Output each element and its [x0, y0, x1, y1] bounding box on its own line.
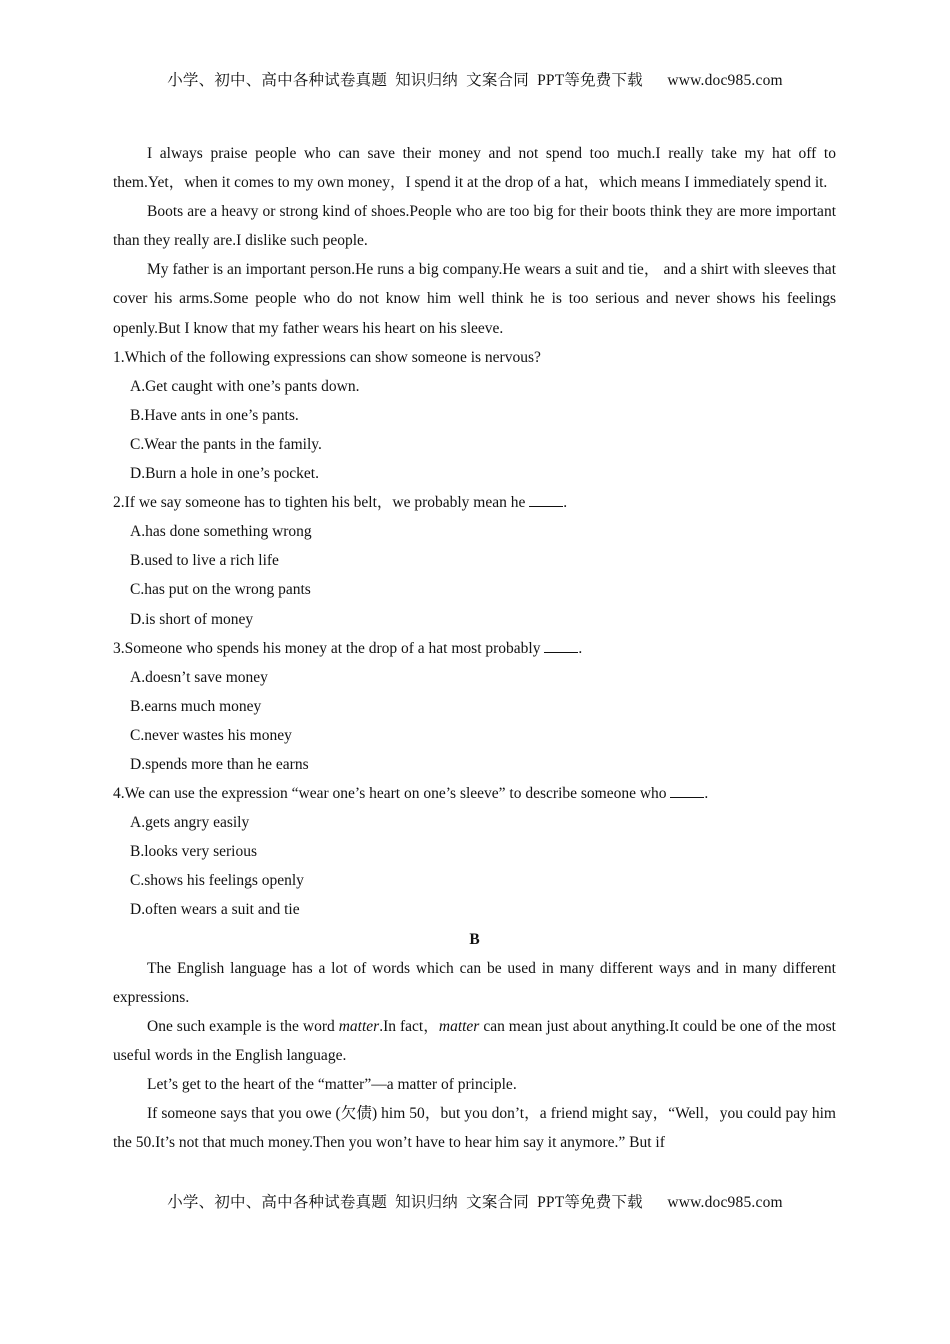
question-4-option-a: A.gets angry easily	[130, 814, 250, 832]
page-footer: 小学、初中、高中各种试卷真题 知识归纳 文案合同 PPT等免费下载 www.doc985.com	[167, 1194, 783, 1211]
section-b-heading: B	[469, 930, 480, 948]
question-3	[113, 634, 836, 779]
answer-blank	[670, 783, 704, 798]
question-1-option-b: B.Have ants in one’s pants.	[130, 406, 299, 424]
question-3-option-d: D.spends more than he earns	[130, 755, 309, 773]
passage-b-paragraph-3: Let’s get to the heart of the “matter”—a matter of principle.	[147, 1076, 517, 1093]
question-3-option-c: C.never wastes his money	[130, 726, 292, 744]
passage-b-paragraph-4: If someone says that you owe (欠债) him 50，but you don’t，a friend might say，“Well，you could pay him the 50.It’s not that much money.Then you won’t have to hear him say it anymore.” But if	[113, 1105, 836, 1152]
question-1-stem: 1.Which of the following expressions can show someone is nervous?	[113, 348, 541, 366]
question-2	[113, 488, 836, 633]
question-2-option-b: B.used to live a rich life	[130, 552, 279, 570]
answer-blank	[529, 492, 563, 507]
passage-b-paragraph-1: The English language has a lot of words which can be used in many different ways and in many different expressions.	[113, 959, 836, 1006]
question-3-stem: 3.Someone who spends his money at the drop of a hat most probably .	[113, 639, 583, 657]
question-1-option-d: D.Burn a hole in one’s pocket.	[130, 465, 319, 483]
question-2-stem: 2.If we say someone has to tighten his belt，we probably mean he .	[113, 494, 568, 512]
question-1-option-a: A.Get caught with one’s pants down.	[130, 377, 360, 395]
question-4-stem: 4.We can use the expression “wear one’s heart on one’s sleeve” to describe someone who .	[113, 785, 709, 803]
document-body	[113, 139, 836, 1157]
question-4-option-d: D.often wears a suit and tie	[130, 901, 300, 919]
question-1	[113, 343, 836, 488]
question-4	[113, 779, 836, 924]
question-1-option-c: C.Wear the pants in the family.	[130, 435, 322, 453]
question-3-option-b: B.earns much money	[130, 697, 262, 715]
passage-a-paragraph-2: Boots are a heavy or strong kind of shoes.People who are too big for their boots think they are more important than they really are.I dislike such people.	[113, 203, 836, 250]
question-4-option-b: B.looks very serious	[130, 843, 258, 861]
passage-b-paragraph-2: One such example is the word matter.In fact，matter can mean just about anything.It could be one of the most useful words in the English language.	[113, 1017, 836, 1064]
question-3-option-a: A.doesn’t save money	[130, 668, 268, 686]
passage-a-paragraph-1: I always praise people who can save their money and not spend too much.I really take my hat off to them.Yet，when it comes to my own money，I spend it at the drop of a hat，which means I immediately spend it.	[113, 145, 836, 192]
question-2-option-d: D.is short of money	[130, 610, 254, 628]
question-4-option-c: C.shows his feelings openly	[130, 872, 304, 890]
answer-blank	[544, 638, 578, 653]
page-header: 小学、初中、高中各种试卷真题 知识归纳 文案合同 PPT等免费下载 www.doc985.com	[167, 72, 783, 89]
question-2-option-c: C.has put on the wrong pants	[130, 581, 311, 599]
passage-a-paragraph-3: My father is an important person.He runs a big company.He wears a suit and tie， and a shirt with sleeves that cover his arms.Some people who do not know him well think he is too serious and never shows his feelings openly.But I know that my father wears his heart on his sleeve.	[113, 261, 836, 337]
question-2-option-a: A.has done something wrong	[130, 523, 312, 541]
